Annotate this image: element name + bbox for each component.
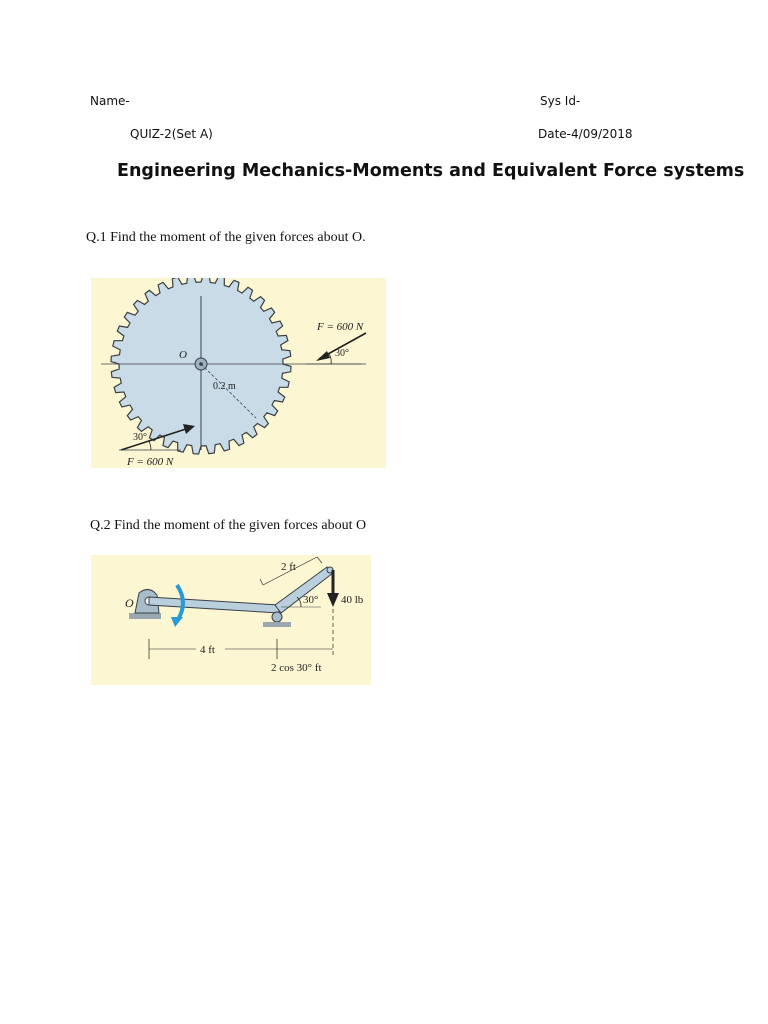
question-1 bbox=[86, 230, 366, 246]
angle-top-label: 30° bbox=[335, 348, 349, 359]
point-o-label: O bbox=[125, 596, 134, 610]
right-ground bbox=[263, 622, 291, 627]
force-top-label: F = 600 N bbox=[317, 321, 364, 333]
left-ground bbox=[129, 613, 161, 619]
sysid-label: Sys Id- bbox=[540, 94, 581, 108]
center-o-label: O bbox=[179, 349, 187, 361]
name-label: Name- bbox=[90, 94, 130, 108]
question-1-number: Q.1 bbox=[86, 230, 107, 245]
question-2-number: Q.2 bbox=[90, 518, 111, 533]
radius-label: 0.2 m bbox=[213, 381, 236, 392]
horizontal-distance-label: 2 cos 30° ft bbox=[271, 662, 322, 674]
page-title: Engineering Mechanics-Moments and Equivalent Force systems bbox=[117, 161, 745, 181]
quiz-label: QUIZ-2(Set A) bbox=[130, 127, 213, 141]
arm-length-label: 2 ft bbox=[281, 561, 296, 573]
force-label: 40 lb bbox=[341, 594, 364, 606]
force-bottom-label: F = 600 N bbox=[127, 456, 174, 468]
distance-4ft-label: 4 ft bbox=[200, 644, 215, 656]
lever-figure bbox=[91, 555, 371, 685]
question-2 bbox=[90, 518, 366, 534]
question-1-text: Find the moment of the given forces about O. bbox=[106, 230, 366, 245]
angle-label: 30° bbox=[303, 594, 319, 606]
question-2-text: Find the moment of the given forces about O bbox=[110, 518, 367, 533]
date-label: Date-4/09/2018 bbox=[538, 127, 633, 141]
gear-figure bbox=[91, 278, 386, 468]
angle-bottom-label: 30° bbox=[133, 432, 147, 443]
roller-support bbox=[272, 612, 282, 622]
